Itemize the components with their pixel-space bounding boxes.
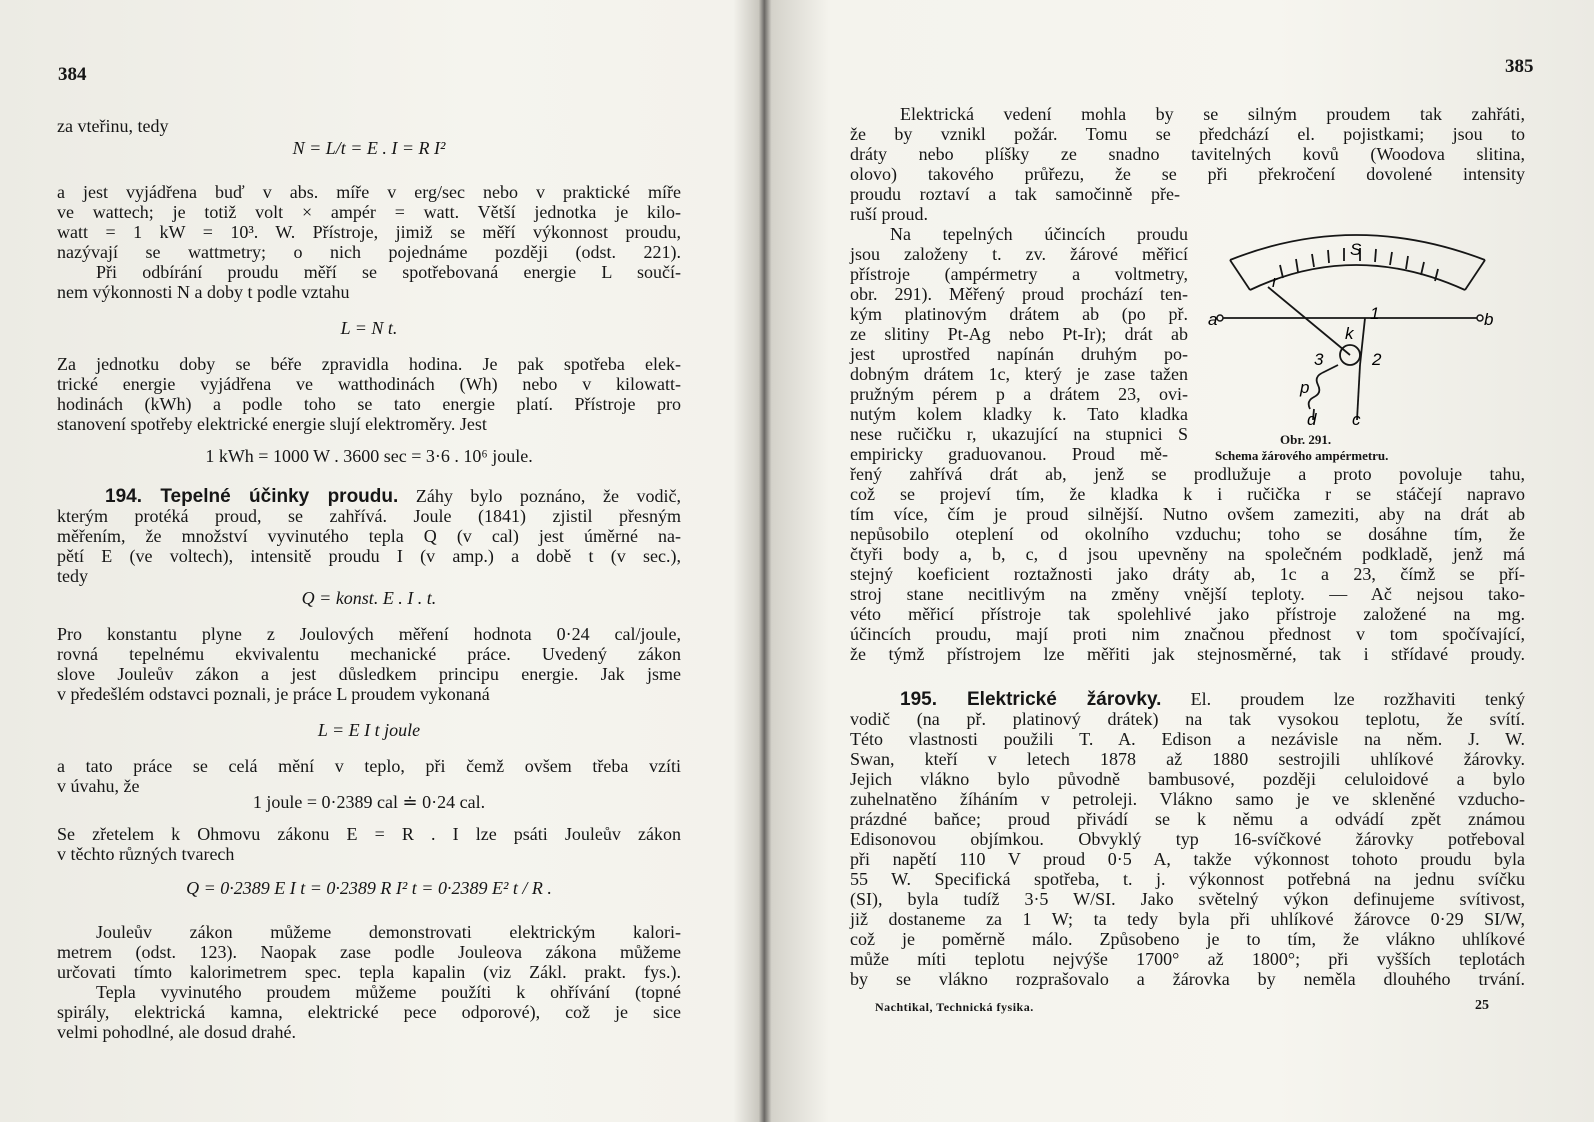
text-line: obr. 291). Měřený proud prochází ten- (850, 284, 1188, 304)
equation-joule: 1 joule = 0·2389 cal ≐ 0·24 cal. (252, 792, 486, 812)
text-line: tím více, čím je proud silnější. Nutno ovšem zameziti, aby na drát ab (850, 504, 1525, 524)
page-number-right: 385 (1505, 56, 1534, 77)
section-heading: 194. Tepelné účinky proudu. (105, 486, 399, 507)
text-line: ze slitiny Pt-Ag nebo Pt-Ir); drát ab (850, 324, 1188, 344)
equation-work: L = E I t joule (317, 720, 421, 740)
text-line: pružným pérem p a drátem 23, ovi- (850, 384, 1188, 404)
text-line: v úvahu, že (57, 776, 140, 796)
text-line: Za jednotku doby se béře zpravidla hodina. Je pak spotřeba elek- (57, 354, 681, 374)
text-line: stanovení spotřeby elektrické energie slují elektroměry. Jest (57, 414, 487, 434)
label-c: c (1352, 410, 1361, 429)
text-line: pětí E (ve voltech), intensitě proudu I (v amp.) a době t (v sec.), (57, 546, 681, 566)
text-line: Jouleův zákon můžeme demonstrovati elektrickým kalori- (96, 922, 681, 942)
text-line: Jejich vlákno bylo původně bambusové, později celuloidové a bylo (850, 769, 1525, 789)
label-p: p (1300, 378, 1310, 397)
text-line: tedy (57, 566, 88, 586)
text-line: 55 W. Specifická spotřeba, t. j. výkonnost potřebná na jednu svíčku (850, 869, 1525, 889)
text-line: nutým kolem kladky k. Tato kladka (850, 404, 1188, 424)
label-1: 1 (1370, 304, 1380, 323)
text-line: ve wattech; je totiž volt × ampér = watt. Větší jednotka je kilo- (57, 202, 681, 222)
text-line: dráty nebo plíšky ze snadno tavitelných kovů (Woodova slitina, (850, 144, 1525, 164)
text-line: a tato práce se celá mění v teplo, při čemž ovšem třeba vzíti (57, 756, 681, 776)
text-line: což se projeví tím, že kladka k i ručička r se stáčejí napravo (850, 484, 1525, 504)
label-3: 3 (1314, 350, 1324, 369)
text-line: v těchto různých tvarech (57, 844, 235, 864)
text-line: Se zřetelem k Ohmovu zákonu E = R . I lze psáti Jouleův zákon (57, 824, 681, 844)
text-line: slove Jouleův zákon a jest důsledkem principu energie. Jak jsme (57, 664, 681, 684)
equation-kwh: 1 kWh = 1000 W . 3600 sec = 3·6 . 10⁶ joule. (205, 446, 533, 466)
equation-power: N = L/t = E . I = R I² (292, 138, 446, 158)
text-line: čtyři body a, b, c, d jsou upevněny na společném podkladě, jenž má (850, 544, 1525, 564)
text-line: (SI), byla tudíž 3·5 W/SI. Jako světelný výkon definujeme svítivost, (850, 889, 1525, 909)
text-line: přístroje (ampérmetry a voltmetry, (850, 264, 1188, 284)
text-line: což je poměrně málo. Způsobeno je to tím, že vlákno uhlíkové (850, 929, 1525, 949)
text-line: nese ručičku r, ukazující na stupnici S (850, 424, 1188, 444)
text-line: a jest vyjádřena buď v abs. míře v erg/sec nebo v praktické míře (57, 182, 681, 202)
text-line: nazývají se wattmetry; o nich pojednáme později (odst. 221). (57, 242, 681, 262)
text-line: stejný koeficient roztažnosti jako dráty ab, 1c a 23, čímž se pří- (850, 564, 1525, 584)
text-line: Swan, kteří v letech 1878 až 1880 sestrojili uhlíkové žárovky. (850, 749, 1525, 769)
label-d: d (1307, 410, 1317, 429)
text-line: empiricky graduovanou. Proud mě- (850, 444, 1168, 464)
text-line: nepůsobilo oteplení od okolního vzduchu; toho se dosáhne tím, že (850, 524, 1525, 544)
text-line: proudu roztaví a tak samočinně pře- (850, 184, 1180, 204)
text-line: že by vznikl požár. Tomu se předchází el. pojistkami; jsou to (850, 124, 1525, 144)
label-b: b (1484, 310, 1494, 329)
footer-sheet-number: 25 (1475, 998, 1489, 1013)
text-line: dobným drátem 1c, který je zase tažen (850, 364, 1188, 384)
wire-1c (1360, 318, 1365, 365)
label-r: r (1272, 272, 1278, 291)
text-line: ruší proud. (850, 204, 928, 224)
section-195-heading-line: 195. Elektrické žárovky. El. proudem lze rozžhaviti tenký (900, 689, 1525, 710)
left-page (0, 0, 760, 1122)
label-2: 2 (1372, 350, 1382, 369)
text-line: olovo) takového průřezu, že se při překročení dovolené intensity (850, 164, 1525, 184)
label-s: S (1350, 240, 1362, 259)
text-line: řený zahřívá drát ab, jenž se prodlužuje a proto povoluje tahu, (850, 464, 1525, 484)
text-line: Při odbírání proudu měří se spotřebovaná energie L součí- (96, 262, 681, 282)
text-line: kterým protéká proud, se zahřívá. Joule (1841) zjistil přesným (57, 506, 681, 526)
text-line: stroj stane necitlivým na změny vnější teploty. — Ač nejsou tako- (850, 584, 1525, 604)
equation-energy: L = N t. (340, 318, 398, 338)
text-line: účincích proudu, mají proti nim značnou přednost v tom spočívající, (850, 624, 1525, 644)
spring-p (1309, 373, 1322, 409)
text-line: velmi pohodlné, ale dosud drahé. (57, 1022, 296, 1042)
text-line: Této vlastnosti použili T. A. Edison a nezávisle na něm. J. W. (850, 729, 1525, 749)
label-k: k (1345, 324, 1354, 343)
figure-291-ammeter-schema (1210, 215, 1500, 465)
right-page (770, 0, 1594, 1122)
text-line: může míti teplotu nejvýše 1700° až 1800°; při vyšších teplotách (850, 949, 1525, 969)
equation-heat: Q = konst. E . I . t. (301, 588, 437, 608)
text-line: že týmž přístrojem lze měřiti jak stejnosměrné, tak i střídavé proudy. (850, 644, 1525, 664)
section-heading: 195. Elektrické žárovky. (900, 689, 1162, 710)
text-line: watt = 1 kW = 10³. W. Přístroje, jimiž se měří výkonnost proudu, (57, 222, 681, 242)
footer-signature: Nachtikal, Technická fysika. (875, 1000, 1034, 1014)
label-a: a (1208, 310, 1218, 329)
text-line: měřením, že množství vyvinutého tepla Q (v cal) jest úměrné na- (57, 526, 681, 546)
text-line: zuhelnatěno žíháním v petroleji. Vlákno samo je ve skleněné vzducho- (850, 789, 1525, 809)
text-line: za vteřinu, tedy (57, 116, 169, 136)
page-number-left: 384 (58, 64, 87, 85)
text-line: véto měřicí přístroje tak spolehlivé jako přístroje založené na mg. (850, 604, 1525, 624)
text-line: Tepla vyvinutého proudem můžeme použíti k ohřívání (topné (96, 982, 681, 1002)
text-line: Pro konstantu plyne z Joulových měření hodnota 0·24 cal/joule, (57, 624, 681, 644)
text-line: metrem (odst. 123). Naopak zase podle Jouleova zákona můžeme (57, 942, 681, 962)
text-line: Elektrická vedení mohla by se silným proudem tak zahřáti, (900, 104, 1525, 124)
text-line: kým platinovým drátem ab (po př. (850, 304, 1188, 324)
text-line: rovná tepelnému ekvivalentu mechanické práce. Uvedený zákon (57, 644, 681, 664)
text-line: při napětí 110 V proud 0·5 A, takže výkonnost tohoto proudu byla (850, 849, 1525, 869)
text-line: Edisonovou objímkou. Obvyklý typ 16-svíčkové žárovky potřeboval (850, 829, 1525, 849)
text-line: určovati tímto kalorimetrem spec. tepla kapalin (viz Zákl. prakt. fys.). (57, 962, 681, 982)
text-line: jsou založeny t. zv. žárové měřicí (850, 244, 1188, 264)
text-line: hodinách (kWh) a podle toho se tato energie platí. Přístroje pro (57, 394, 681, 414)
text-line: prázdné baňce; proud přivádí se k němu a odvádí zpět známou (850, 809, 1525, 829)
text-line: spirály, elektrická kamna, elektrické pece odporové), což je sice (57, 1002, 681, 1022)
text-line: vodič (na př. platinový drátek) na tak vysokou teplotu, že svítí. (850, 709, 1525, 729)
pointer-r (1268, 287, 1350, 355)
text-line: nem výkonnosti N a doby t podle vztahu (57, 282, 350, 302)
equation-forms: Q = 0·2389 E I t = 0·2389 R I² t = 0·2389 E² t / R . (186, 878, 552, 898)
section-194-heading-line: 194. Tepelné účinky proudu. Záhy bylo poznáno, že vodič, (105, 486, 681, 507)
figure-caption-text: Schema žárového ampérmetru. (1215, 448, 1389, 463)
text-line: v předešlém odstavci poznali, je práce L proudem vykonaná (57, 684, 490, 704)
text-line: Na tepelných účincích proudu (890, 224, 1188, 244)
text-line: již dostaneme za 1 W; ta tedy byla při uhlíkové žárovce 0·29 SI/W, (850, 909, 1525, 929)
text-line: trické energie vyjádřena ve watthodinách (Wh) nebo v kilowatt- (57, 374, 681, 394)
text-line: by se vlákno rozprašovalo a žárovka by neměla dlouhého trvání. (850, 969, 1525, 989)
figure-caption-number: Obr. 291. (1280, 432, 1332, 447)
text-line: jest uprostřed napínán druhým po- (850, 344, 1188, 364)
